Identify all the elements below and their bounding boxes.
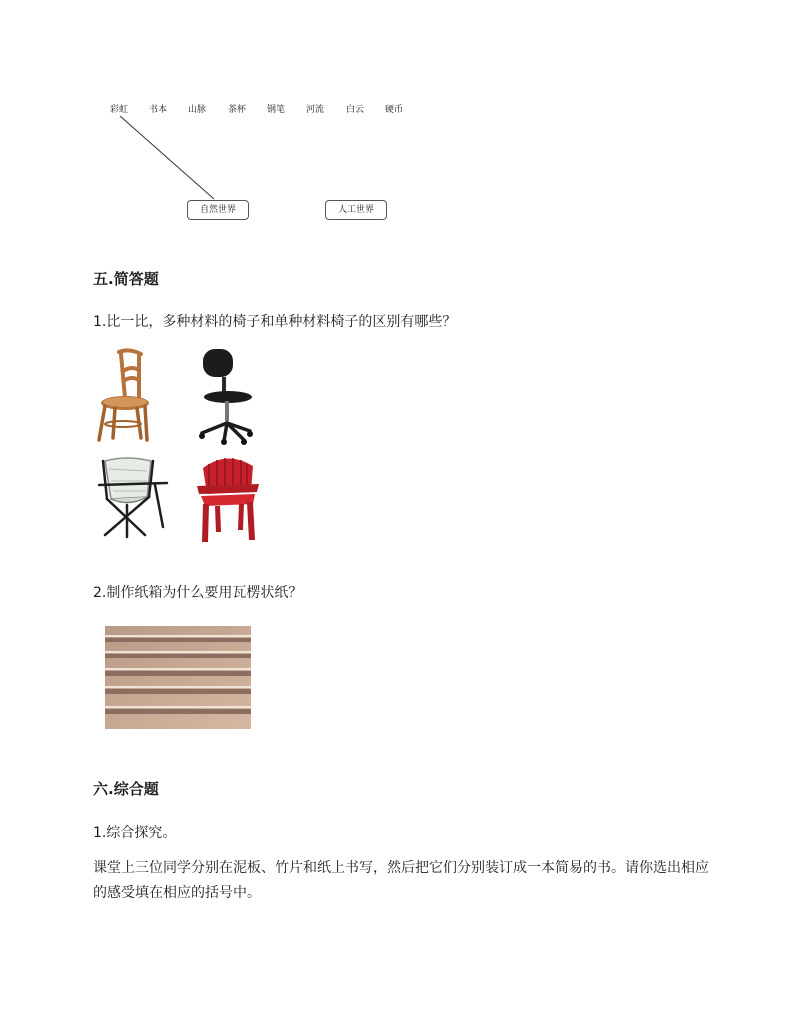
wooden-chair-image [95, 348, 155, 443]
word-teacup: 茶杯 [228, 105, 247, 115]
section5-q2: 2.制作纸箱为什么要用瓦楞状纸？ [93, 585, 303, 601]
word-river: 河流 [306, 105, 325, 115]
word-book: 书本 [149, 105, 168, 115]
office-chair-image [198, 347, 253, 445]
word-coin: 硬币 [385, 105, 404, 115]
matching-line [0, 0, 794, 240]
box-natural-world: 自然世界 [187, 200, 249, 220]
section6-paragraph: 课堂上三位同学分别在泥板、竹片和纸上书写，然后把它们分别装订成一本简易的书。请你选出相应的感受填在相应的括号中。 [93, 860, 709, 901]
word-pen: 钢笔 [267, 105, 286, 115]
box-artificial-world: 人工世界 [325, 200, 387, 220]
section5-q1: 1.比一比，多种材料的椅子和单种材料椅子的区别有哪些？ [93, 314, 457, 330]
section6-title: 六.综合题 [93, 780, 159, 798]
plastic-chair-image [195, 452, 263, 544]
word-cloud: 白云 [346, 105, 365, 115]
word-mountain: 山脉 [188, 105, 207, 115]
corrugated-paper-image [105, 626, 251, 729]
section6-q1: 1.综合探究。 [93, 825, 177, 841]
word-rainbow: 彩虹 [110, 105, 129, 115]
folding-chair-image [97, 455, 169, 540]
section5-title: 五.简答题 [93, 270, 159, 288]
